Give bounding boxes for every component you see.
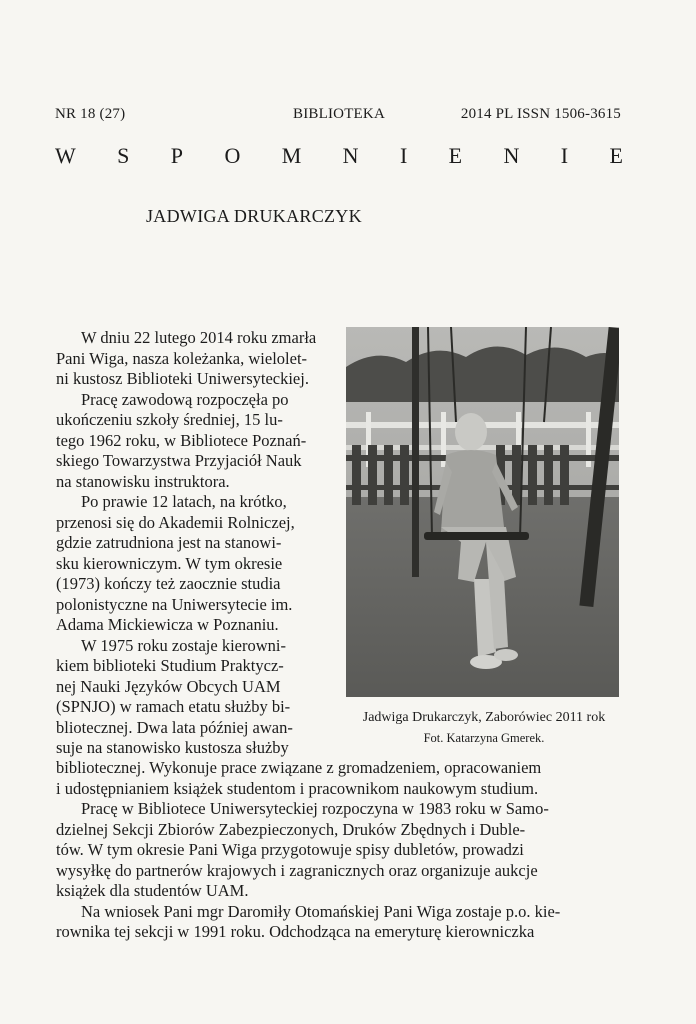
section-title <box>55 142 623 170</box>
text-line: nej Nauki Języków Obcych UAM <box>56 676 281 696</box>
section-title-letter: E <box>448 143 463 168</box>
text-line: polonistyczne na Uniwersytecie im. <box>56 594 293 614</box>
section-title-letter: P <box>170 143 184 168</box>
text-line: tego 1962 roku, w Bibliotece Poznań- <box>56 430 307 450</box>
text-line: i udostępnianiem książek studentom i pracownikom naukowym studium. <box>56 778 539 798</box>
text-line: przenosi się do Akademii Rolniczej, <box>56 512 295 532</box>
text-line: Adama Mickiewicza w Poznaniu. <box>56 615 279 634</box>
section-title-letter: S <box>117 143 130 168</box>
text-line: gdzie zatrudniona jest na stanowi- <box>56 533 282 552</box>
journal-name: BIBLIOTEKA <box>293 106 385 122</box>
text-line: Na wniosek Pani mgr Daromiły Otomańskiej Pani Wiga zostaje p.o. kie- <box>81 901 561 921</box>
section-title-letter: W <box>55 143 76 168</box>
body-text-narrow <box>56 328 336 759</box>
text-line: na stanowisku instruktora. <box>56 471 230 491</box>
issue-number: NR 18 (27) <box>55 106 126 122</box>
section-title-letter: O <box>224 143 241 168</box>
text-line: skiego Towarzystwa Przyjaciół Nauk <box>56 451 302 470</box>
photo-illustration <box>346 327 619 697</box>
text-line: tów. W tym okresie Pani Wiga przygotowuje spisy dubletów, prowadzi <box>56 840 524 859</box>
section-title-letter: M <box>281 143 302 168</box>
section-title-letter: I <box>560 143 569 168</box>
photo-credit: Fot. Katarzyna Gmerek. <box>423 731 545 745</box>
text-line: sku kierowniczym. W tym okresie <box>56 553 283 573</box>
text-line: bliotecznej. Dwa lata później awan- <box>56 717 293 737</box>
portrait-photo <box>346 327 619 697</box>
caption-text: Jadwiga Drukarczyk, Zaborówiec 2011 rok <box>362 710 606 725</box>
text-line: Pracę w Bibliotece Uniwersyteckiej rozpoczyna w 1983 roku w Samo- <box>81 799 549 818</box>
text-line: książek dla studentów UAM. <box>56 881 249 900</box>
text-line: bibliotecznej. Wykonuje prace związane z gromadzeniem, opracowaniem <box>56 758 542 777</box>
text-line: Pani Wiga, nasza koleżanka, wielolet- <box>56 348 308 368</box>
year-issn: 2014 PL ISSN 1506-3615 <box>460 106 621 122</box>
photo-caption <box>346 708 622 748</box>
text-line: W dniu 22 lutego 2014 roku zmarła <box>81 328 317 347</box>
body-text-wide <box>56 758 620 943</box>
text-line: (1973) kończy też zaocznie studia <box>56 574 281 593</box>
text-line: Pracę zawodową rozpoczęła po <box>81 389 289 409</box>
text-line: suje na stanowisko kustosza służby <box>56 738 289 757</box>
text-line: dzielnej Sekcji Zbiorów Zabezpieczonych, Druków Zbędnych i Duble- <box>56 819 526 839</box>
text-line: rownika tej sekcji w 1991 roku. Odchodząca na emeryturę kierowniczka <box>56 922 535 941</box>
running-header <box>55 106 621 126</box>
author-name: JADWIGA DRUKARCZYK <box>146 206 362 226</box>
text-line: Po prawie 12 latach, na krótko, <box>81 492 287 511</box>
text-line: ni kustosz Biblioteki Uniwersyteckiej. <box>56 369 309 388</box>
text-line: wysyłkę do partnerów krajowych i zagranicznych oraz organizuje aukcje <box>56 860 538 880</box>
text-line: W 1975 roku zostaje kierowni- <box>81 635 286 655</box>
section-title-letter: N <box>503 143 520 168</box>
text-line: (SPNJO) w ramach etatu służby bi- <box>56 697 291 716</box>
section-title-letter: N <box>342 143 359 168</box>
text-line: kiem biblioteki Studium Praktycz- <box>56 656 284 675</box>
section-title-letter: I <box>399 143 408 168</box>
section-title-letter: E <box>609 143 623 168</box>
text-line: ukończeniu szkoły średniej, 15 lu- <box>56 410 283 429</box>
